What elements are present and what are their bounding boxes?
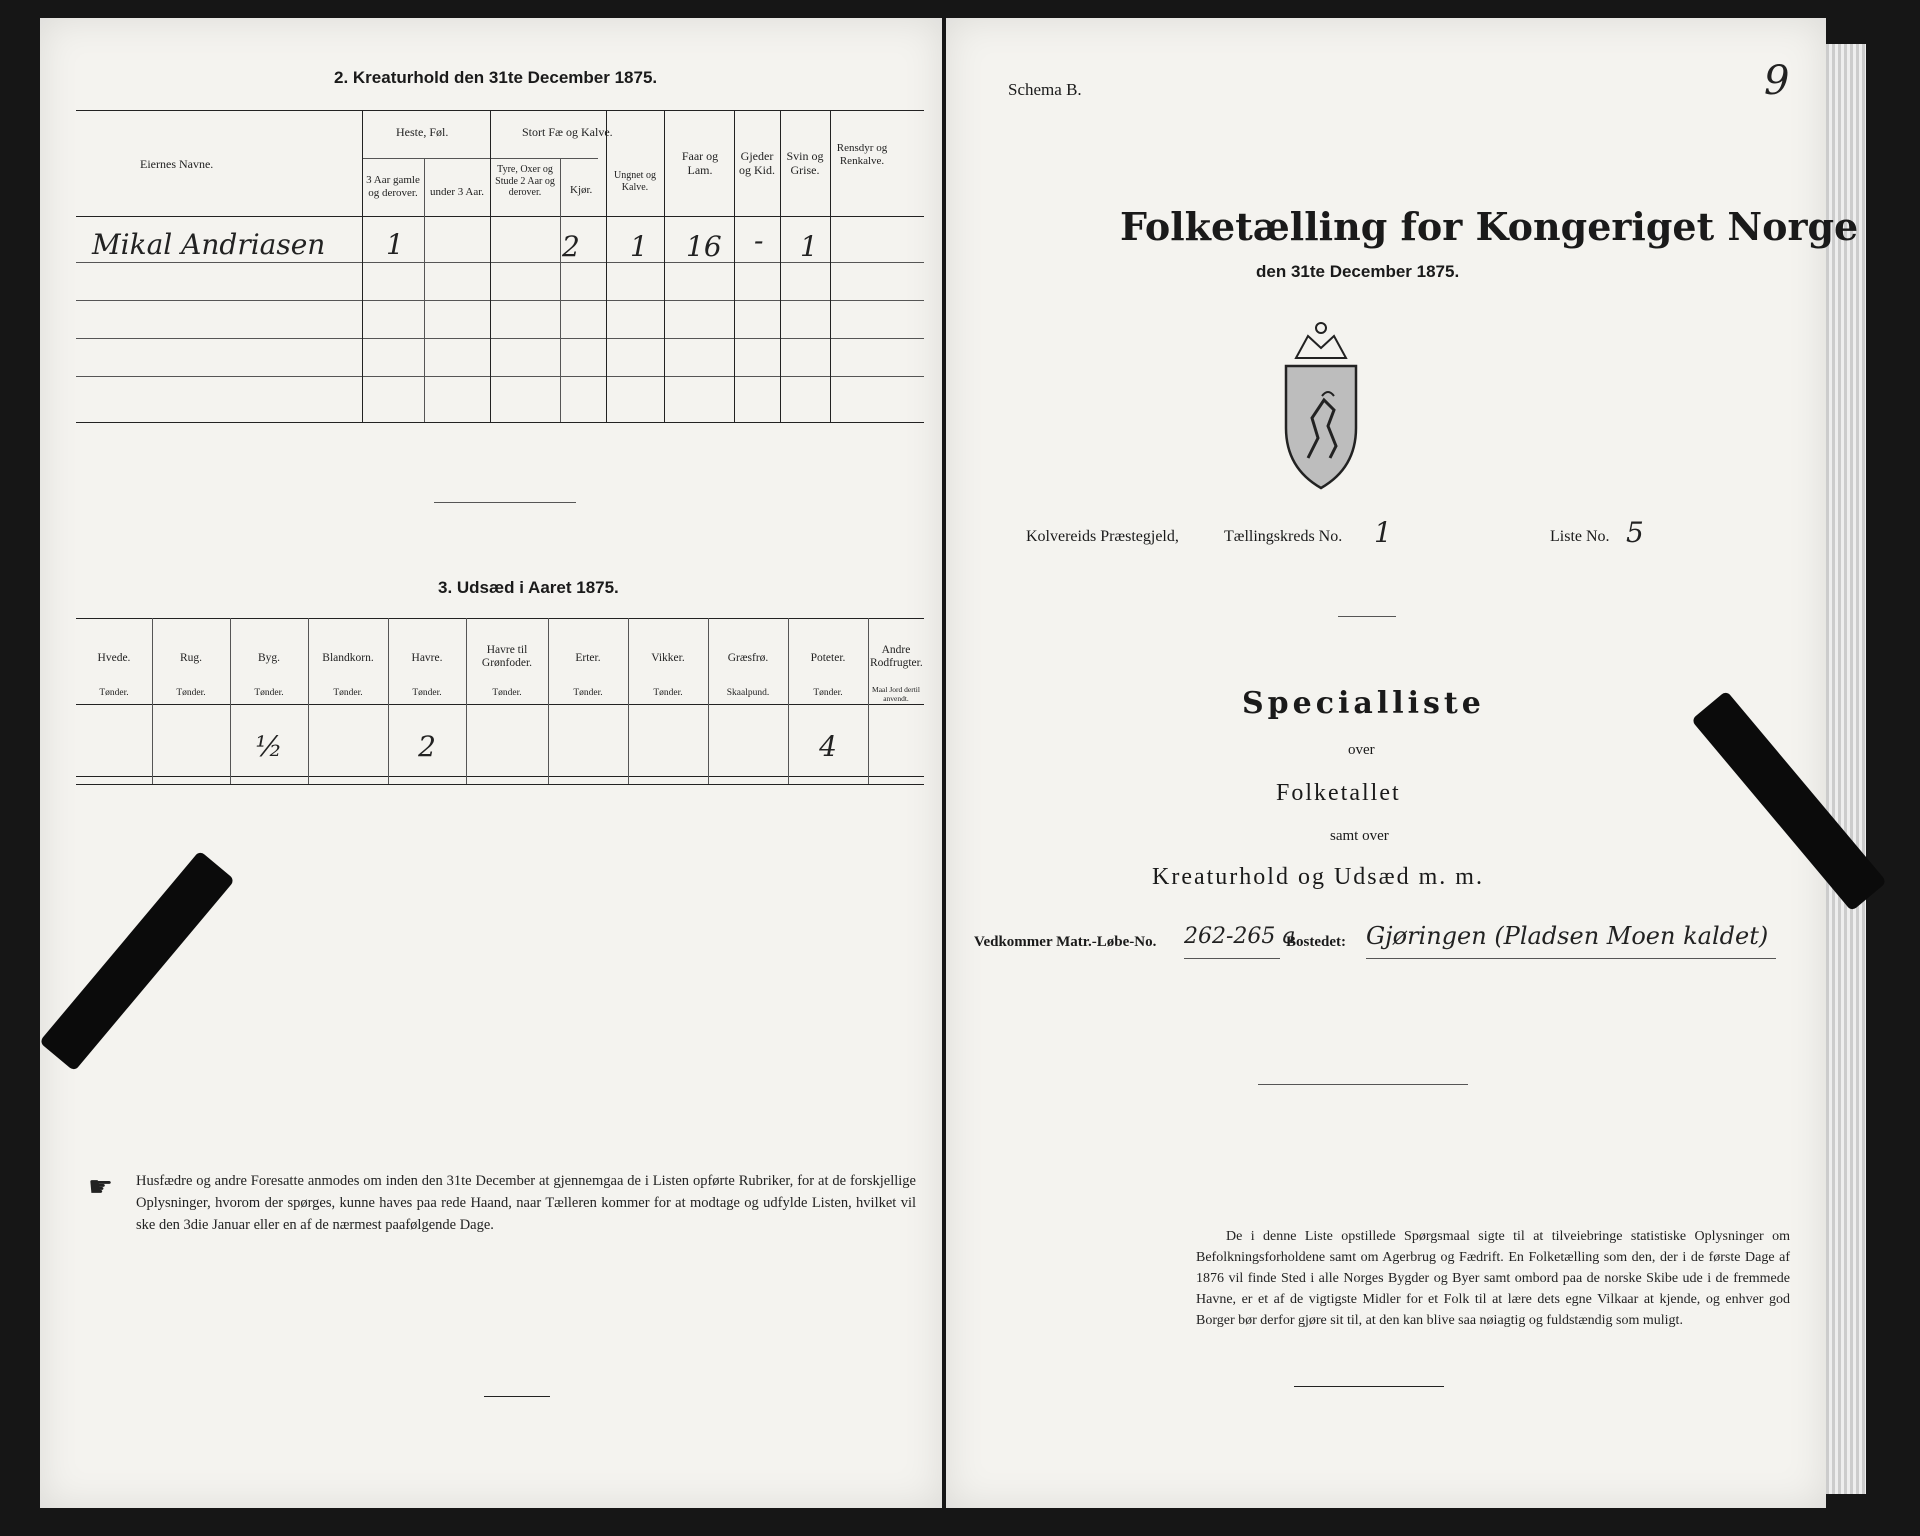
livestock-table-top: [76, 110, 924, 111]
seed-col-value: ½: [255, 730, 283, 763]
seed-header-bottom: [76, 704, 924, 705]
bostedet-value: Gjøringen (Pladsen Moen kaldet): [1366, 922, 1769, 950]
intro-text: De i denne Liste opstillede Spørgsmaal sigte til at tilveiebringe statistiske Oplysninger om Befolkningsforholdene samt om Agerbrug og Fædrift. En Folketælling som den, der i de første Dage af 1876 vil finde Sted i alle Norges Bygder og Byer samt ombord paa de norske Skibe ude i de fremmede Havne, er et af de vigtigste Midler for et Folk til at lære dets egne Vilkaar at kjende, og enhver god Borger bør derfor gjøre sit til, at den kan blive saa nøiagtig og fuldstændig som muligt.: [1196, 1229, 1790, 1328]
seed-col-name: Havre.: [411, 652, 443, 664]
over-label: over: [1348, 742, 1375, 758]
col-owner-header: Eiernes Navne.: [140, 157, 214, 171]
col-young-header: Ungnet og Kalve.: [614, 170, 656, 193]
livestock-header-bottom: [76, 216, 924, 217]
folketallet-label: Folketallet: [1276, 780, 1401, 806]
seed-col-name: Vikker.: [651, 652, 685, 664]
col-reindeer-header: Rensdyr og Renkalve.: [836, 142, 888, 167]
seed-col-unit: Tønder.: [99, 688, 129, 698]
col-sheep-header: Faar og Lam.: [681, 149, 719, 177]
seed-col-name: Blandkorn.: [322, 652, 374, 664]
seed-col-name: Havre til Grønfoder.: [481, 644, 533, 670]
group-cattle-header: Stort Fæ og Kalve.: [522, 125, 613, 139]
seed-column-divider: [466, 618, 467, 784]
young-value: 1: [630, 230, 648, 263]
seed-column-divider: [868, 618, 869, 784]
bostedet-label: Bostedet:: [1286, 934, 1346, 950]
seed-col-unit: Tønder.: [412, 688, 442, 698]
goats-value: -: [754, 224, 764, 257]
main-title: Folketælling for Kongeriget Norge: [1120, 204, 1859, 249]
right-page: [946, 18, 1859, 1508]
samt-over-label: samt over: [1330, 828, 1389, 844]
seed-table-bottom: [76, 776, 924, 777]
bottom-rule: [484, 1396, 550, 1397]
matr-number: 262-265 a: [1184, 924, 1296, 949]
page-stack-edge: [1826, 44, 1866, 1494]
sheep-value: 16: [686, 230, 722, 263]
seed-col-unit: Tønder.: [176, 688, 206, 698]
seed-col-unit: Tønder.: [813, 688, 843, 698]
cows-value: 2: [562, 230, 580, 263]
group-horses-header: Heste, Føl.: [396, 125, 449, 139]
vedkommer-label: Vedkommer Matr.-Løbe-No.: [974, 934, 1157, 950]
footnote-text: Husfædre og andre Foresatte anmodes om inden den 31te December at gjennemgaa de i Listen opførte Rubriker, for at de forskjellige Oplysninger, hvorom der spørges, kunne haves paa rede Haand, naar Tælleren kommer for at modtage og udfylde Listen, hvilket vil ske den 3die Januar eller en af de nærmest paafølgende Dage.: [136, 1173, 916, 1233]
seed-col-name: Græsfrø.: [727, 652, 769, 664]
separator: [434, 502, 576, 503]
horses-3yr-value: 1: [386, 228, 404, 261]
col-pigs-header: Svin og Grise.: [786, 149, 824, 177]
seed-col-unit: Tønder.: [254, 688, 284, 698]
list-label: Liste No.: [1550, 528, 1610, 545]
schema-label: Schema B.: [1008, 80, 1082, 99]
seed-column-divider: [708, 618, 709, 784]
seed-col-unit: Maal Jord dertil anvendt.: [872, 685, 920, 703]
seed-column-divider: [152, 618, 153, 784]
seed-col-name: Erter.: [575, 652, 601, 664]
col-cows-header: Kjør.: [570, 184, 593, 196]
col-horses-under3-header: under 3 Aar.: [429, 186, 485, 198]
seed-col-name: Hvede.: [97, 652, 131, 664]
pigs-value: 1: [800, 230, 818, 263]
seed-col-value: 4: [819, 730, 837, 763]
seed-col-unit: Tønder.: [653, 688, 683, 698]
section2-title: 2. Kreaturhold den 31te December 1875.: [334, 68, 658, 87]
left-page: [40, 18, 942, 1508]
list-number: 5: [1626, 516, 1644, 549]
col-horses-3yr-header: 3 Aar gamle og derover.: [366, 174, 420, 199]
seed-col-value: 2: [418, 730, 436, 763]
page-number: 9: [1764, 58, 1790, 104]
specialliste-title: Specialliste: [1242, 686, 1485, 721]
owner-name: Mikal Andriasen: [92, 228, 326, 261]
parish-label: Kolvereids Præstegjeld,: [1026, 528, 1179, 545]
seed-col-unit: Skaalpund.: [726, 688, 770, 698]
seed-col-name: Byg.: [257, 652, 281, 664]
seed-column-divider: [548, 618, 549, 784]
seed-col-name: Rug.: [179, 652, 203, 664]
seed-col-unit: Tønder.: [573, 688, 603, 698]
livestock-table-bottom: [76, 422, 924, 423]
seed-column-divider: [628, 618, 629, 784]
col-bulls-header: Tyre, Oxer og Stude 2 Aar og derover.: [495, 164, 555, 198]
seed-col-name: Poteter.: [810, 652, 846, 664]
kreaturhold-label: Kreaturhold og Udsæd m. m.: [1152, 864, 1484, 890]
seed-col-unit: Tønder.: [333, 688, 363, 698]
section3-title: 3. Udsæd i Aaret 1875.: [438, 578, 619, 597]
seed-col-name: Andre Rodfrugter.: [870, 644, 923, 670]
census-date: den 31te December 1875.: [1256, 262, 1460, 281]
col-goats-header: Gjeder og Kid.: [739, 149, 775, 177]
seed-col-unit: Tønder.: [492, 688, 522, 698]
coat-of-arms-icon: [1278, 318, 1364, 492]
district-number: 1: [1374, 516, 1392, 549]
pointing-hand-icon: ☛: [88, 1172, 114, 1203]
bottom-rule-right: [1294, 1386, 1444, 1387]
seed-table-top: [76, 618, 924, 619]
district-label: Tællingskreds No.: [1224, 528, 1343, 545]
seed-column-divider: [308, 618, 309, 784]
